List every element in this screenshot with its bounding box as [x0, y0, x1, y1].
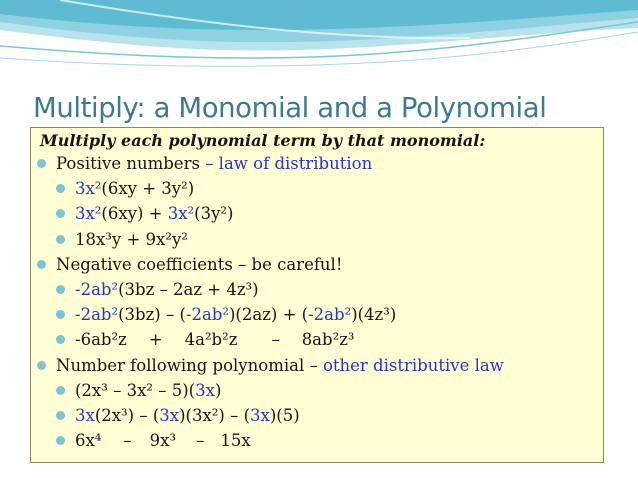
bullet-icon [37, 159, 46, 168]
sub-bullet-item [56, 179, 194, 199]
text-segment: Positive numbers [56, 154, 206, 173]
sub-bullet-item [56, 230, 188, 250]
text-segment: )(5) [269, 406, 300, 425]
bullet-item [37, 255, 342, 275]
bullet-icon [56, 411, 65, 420]
bullet-icon [56, 335, 65, 344]
sub-bullet-item [56, 406, 300, 426]
bullet-icon [56, 436, 65, 445]
text-segment: – [196, 431, 205, 451]
text-segment: (3bz) – ( [118, 305, 186, 325]
text-segment: – [271, 330, 280, 350]
highlighted-term: other distributive law [322, 355, 504, 375]
text-segment: -6ab²z [75, 330, 127, 350]
highlighted-term: – law of distribution [205, 154, 373, 173]
bullet-icon [56, 184, 65, 193]
highlighted-term: -2ab² [185, 305, 229, 325]
highlighted-term: 3x [195, 380, 215, 400]
text-segment: )(2az) + ( [229, 305, 309, 325]
bullet-item [37, 154, 372, 174]
bullet-icon [56, 285, 65, 294]
bullet-icon [37, 361, 46, 370]
text-segment: (6xy) + [101, 204, 168, 224]
sub-bullet-item [56, 381, 221, 401]
bullet-icon [56, 209, 65, 218]
highlighted-term: -2ab² [308, 305, 352, 325]
highlighted-term: 3x² [167, 204, 195, 224]
text-segment: 4a²b²z [184, 330, 238, 350]
highlighted-term: 3x [75, 406, 95, 425]
slide-title: Multiply: a Monomial and a Polynomial [33, 92, 547, 124]
highlighted-term: 3x [159, 406, 180, 425]
sub-bullet-item [56, 431, 251, 451]
highlighted-term: 3x² [75, 179, 102, 199]
text-segment: (6xy + 3y²) [101, 179, 195, 199]
highlighted-term: 3x² [75, 204, 102, 224]
bullet-icon [37, 260, 46, 269]
text-segment: – [123, 431, 132, 451]
text-segment: 18x³y + 9x²y² [75, 229, 188, 249]
sub-bullet-item [56, 280, 259, 300]
text-segment: (3bz – 2az + 4z³) [118, 280, 259, 299]
text-segment: ) [214, 380, 222, 400]
text-segment: Number following polynomial – [56, 355, 323, 375]
header-wave-decoration [0, 0, 638, 80]
bullet-icon [56, 310, 65, 319]
sub-bullet-item [56, 204, 233, 224]
text-segment: (3y²) [194, 204, 234, 224]
box-heading: Multiply each polynomial term by that monomial: [40, 131, 486, 150]
bullet-item [37, 356, 504, 376]
sub-bullet-item [56, 330, 355, 350]
highlighted-term: -2ab² [75, 280, 119, 299]
bullet-icon [56, 386, 65, 395]
text-segment: + [148, 330, 163, 350]
highlighted-term: -2ab² [75, 305, 119, 325]
text-segment: 15x [220, 431, 251, 451]
text-segment: 8ab²z³ [301, 330, 355, 350]
text-segment: (2x³) – ( [94, 406, 160, 425]
text-segment: 9x³ [149, 431, 177, 451]
text-segment: (2x³ – 3x² – 5)( [75, 380, 196, 400]
text-segment: Negative coefficients – be careful! [56, 254, 343, 274]
sub-bullet-item [56, 305, 396, 325]
text-segment: )(3x²) – ( [179, 406, 251, 425]
highlighted-term: 3x [250, 406, 270, 425]
text-segment: 6x⁴ [75, 431, 102, 451]
bullet-icon [56, 235, 65, 244]
content-box [30, 127, 604, 463]
text-segment: )(4z³) [351, 305, 397, 325]
